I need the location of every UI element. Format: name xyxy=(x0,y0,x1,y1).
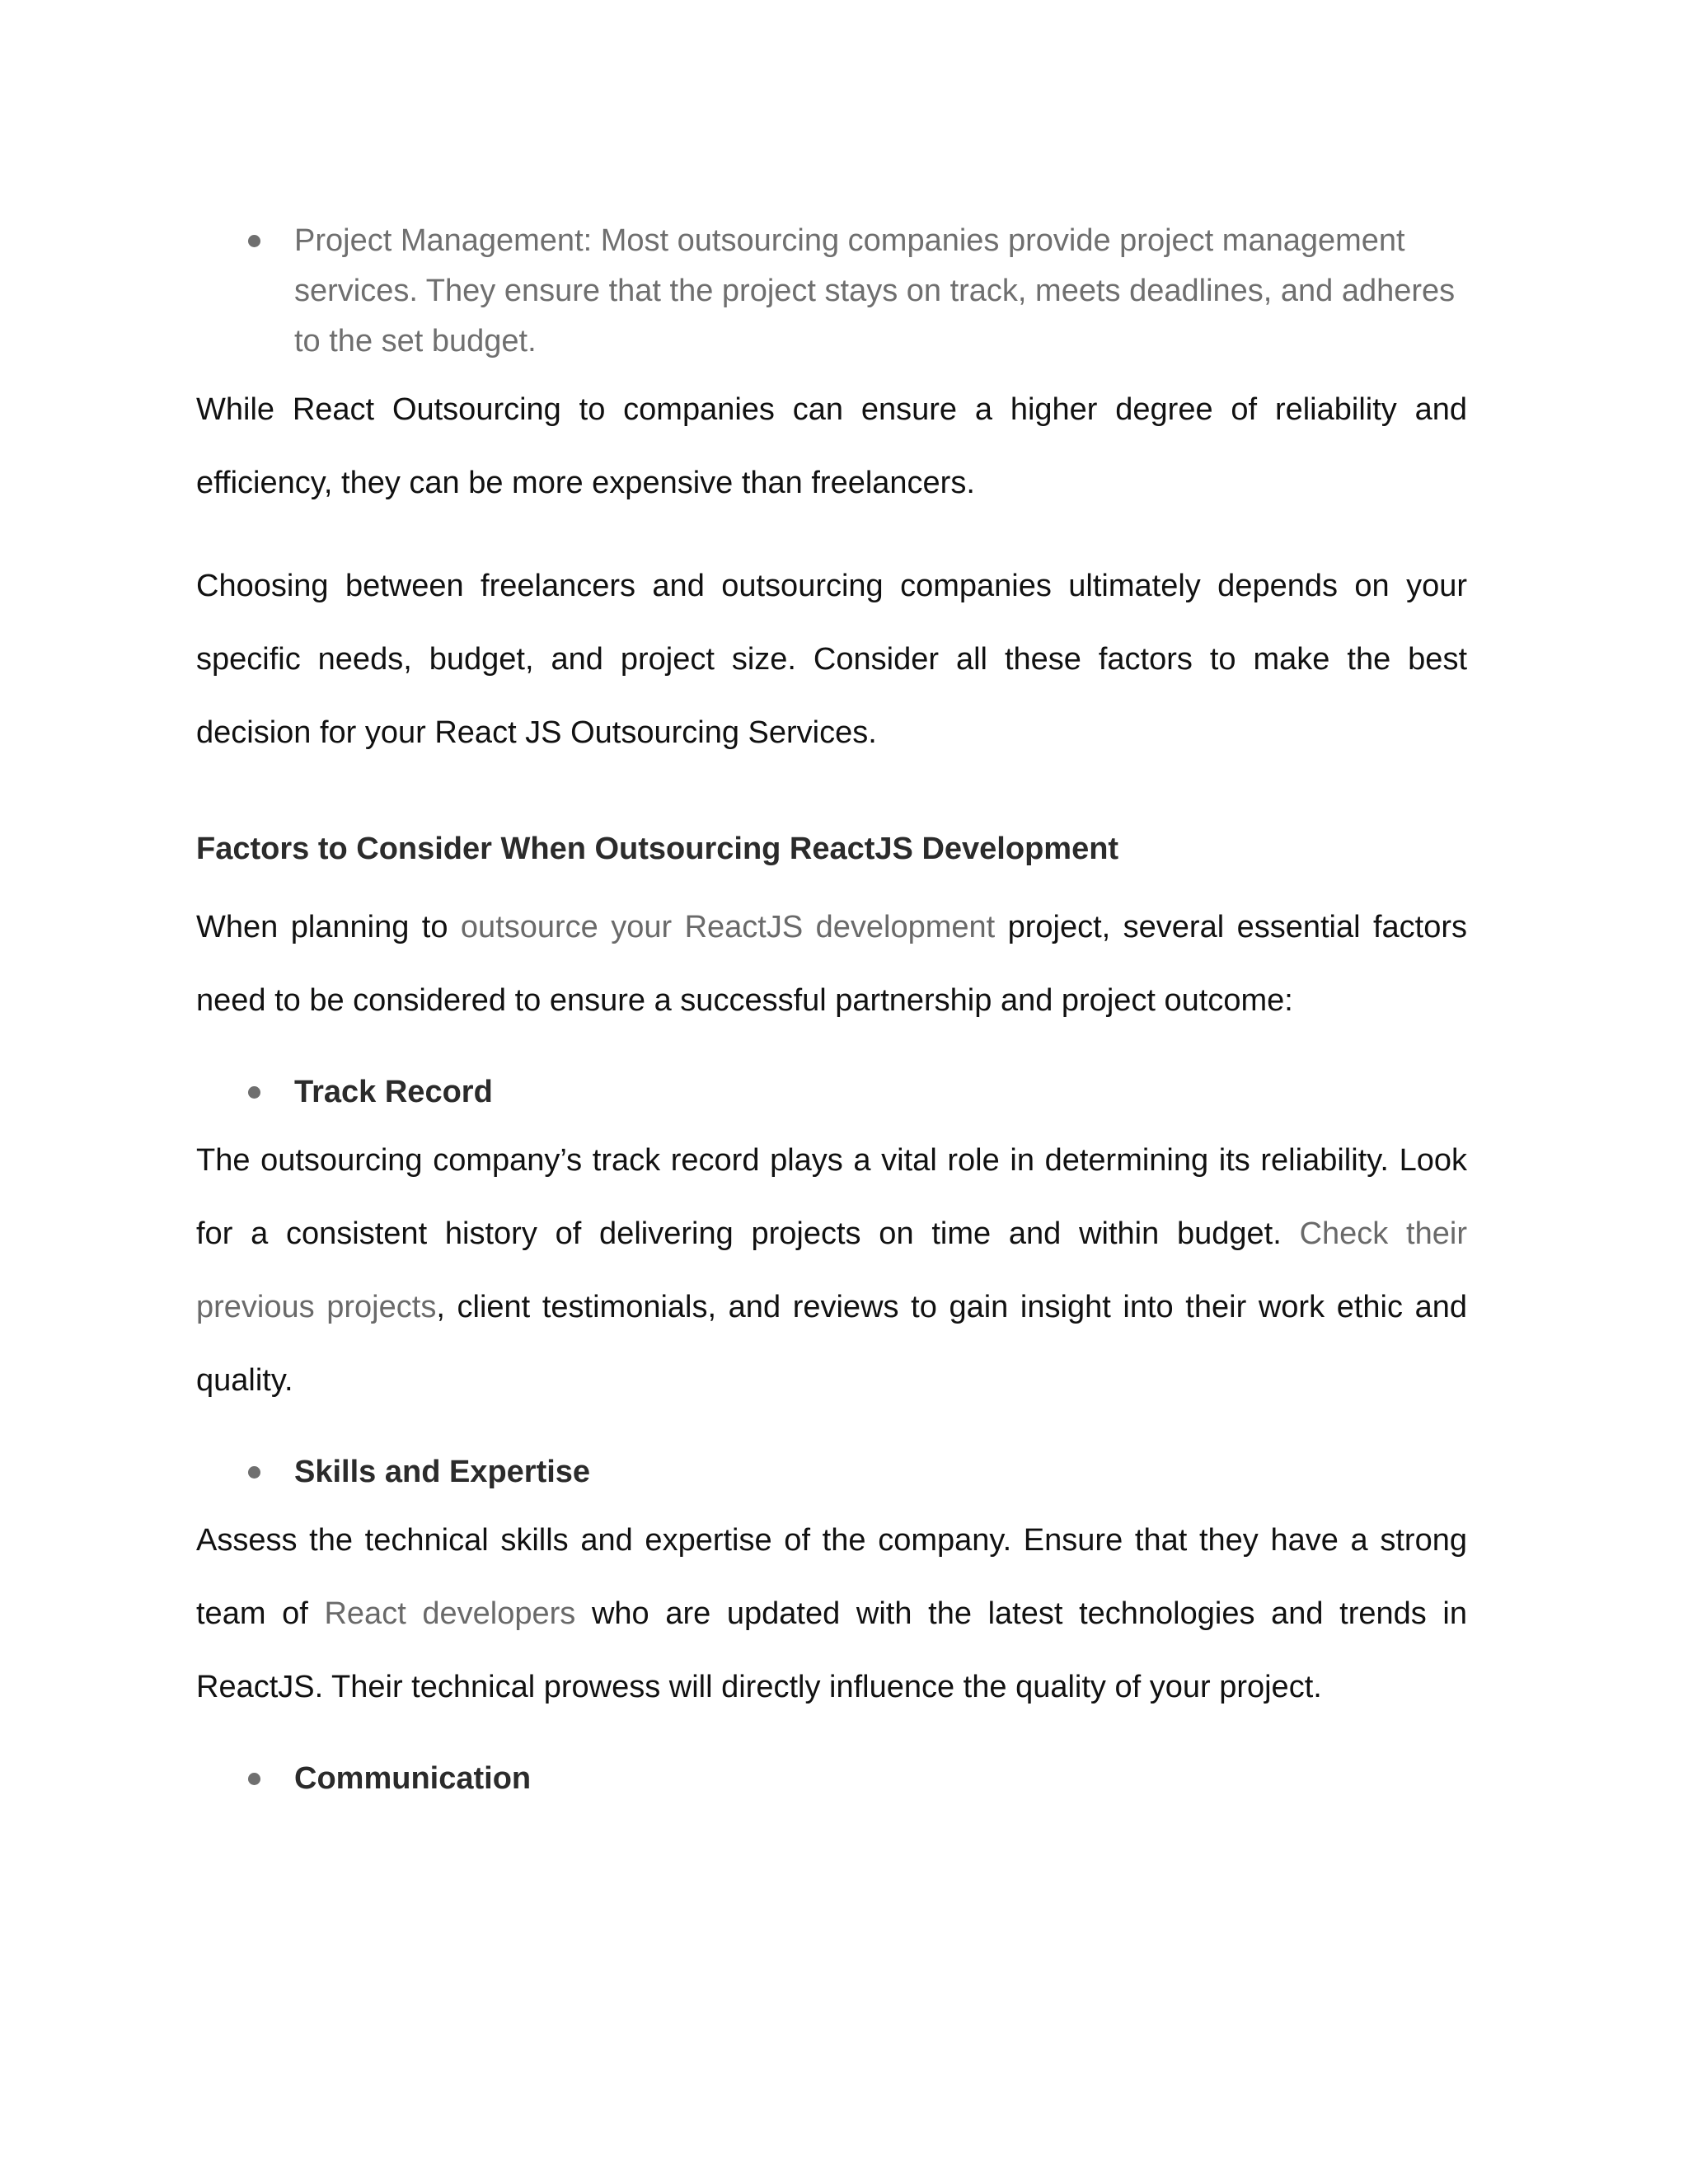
list-item-title: Communication xyxy=(294,1761,532,1796)
paragraph-intro xyxy=(196,891,1467,1038)
list-item-title: Skills and Expertise xyxy=(294,1455,591,1489)
react-developers-link[interactable]: React developers xyxy=(324,1596,576,1631)
intro-text-before: When planning to xyxy=(196,910,461,944)
list-item-title: Track Record xyxy=(294,1075,493,1109)
list-item-track-record xyxy=(196,1067,1467,1118)
previous-projects-link[interactable]: Check their previous projects xyxy=(196,1216,1467,1324)
bullet-icon xyxy=(248,1773,260,1785)
paragraph-choosing: Choosing between freelancers and outsourcing companies ultimately depends on your specific needs, budget, and project size. Consider all these factors to make the best decision for your React JS Outsourcing Services. xyxy=(196,569,1467,750)
paragraph-reliability: While React Outsourcing to companies can ensure a higher degree of reliability and efficiency, they can be more expensive than freelancers. xyxy=(196,392,1467,500)
paragraph-skills xyxy=(196,1504,1467,1724)
list-item-project-management xyxy=(196,216,1467,367)
document-body xyxy=(196,216,1467,1804)
skills-text-before: Assess the technical skills and expertise of the company. Ensure that they have a strong team of xyxy=(196,1523,1467,1631)
list-item-communication xyxy=(196,1754,1467,1804)
skills-text-after: who are updated with the latest technologies and trends in ReactJS. Their technical prowess will directly influence the quality of your project. xyxy=(196,1596,1468,1704)
outsource-link[interactable]: outsource your ReactJS development xyxy=(460,910,996,944)
track-record-text-after: , client testimonials, and reviews to gain insight into their work ethic and quality. xyxy=(196,1290,1468,1398)
bullet-icon xyxy=(248,1086,260,1099)
list-item-text: Project Management: Most outsourcing companies provide project management services. They ensure that the project stays on track, meets deadlines, and adheres to the set budget. xyxy=(294,223,1456,359)
bullet-icon xyxy=(248,1466,260,1479)
section-heading: Factors to Consider When Outsourcing ReactJS Development xyxy=(196,832,1119,866)
paragraph-track-record xyxy=(196,1124,1467,1418)
intro-text-after: project, several essential factors need to be considered to ensure a successful partnership and project outcome: xyxy=(196,910,1468,1018)
list-item-skills-expertise xyxy=(196,1447,1467,1497)
bullet-icon xyxy=(248,235,260,247)
track-record-text-before: The outsourcing company’s track record plays a vital role in determining its reliability. Look for a consistent history of delivering projects on time and within budget. xyxy=(196,1143,1467,1251)
